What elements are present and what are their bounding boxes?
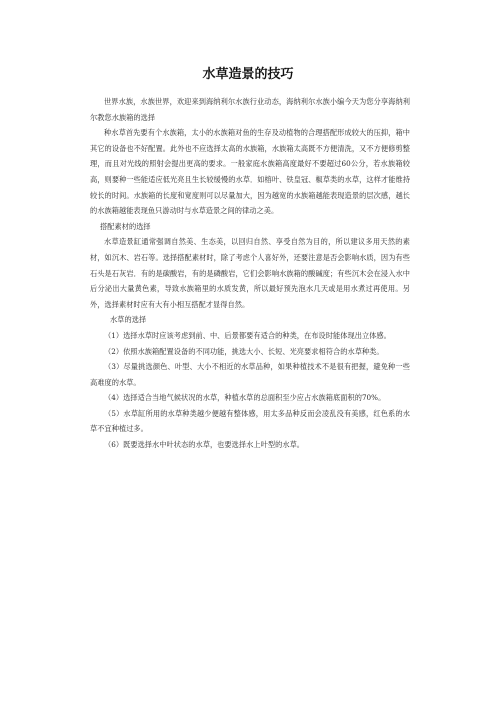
list-item: （2）依照水族箱配置设备的不同功能，挑选大小、长短、光亮要求相符合的水草种类。 [104,346,384,356]
list-item: （5）水草缸所用的水草种类越少便越有整体感，用太多品种反而会凌乱没有美感，红色系的水草不宜种植过多。 [90,408,410,434]
list-item: （4）选择适合当地气候状况的水草，种植水草的总面积至少应占水族箱底面积的70%。 [104,393,386,403]
document-body [90,94,410,453]
aquarium-paragraph: 种水草首先要有个水族箱，太小的水族箱对鱼的生存及动植物的合理搭配形成较大的压抑，箱中其它的设备也不好配置。此外也不应选择太高的水族箱，水族箱太高既不方便清洗，又不方便修剪整理，而且对光线的照射会提出更高的要求。一般家庭水族箱高度最好不要超过60公分，若水族箱较高，则要种一些能适应低光亮且生长较缓慢的水草．如榕叶、铁皇冠、椒草类的水草，这样才能维持较长的时间。水族箱的长度和宽度则可以尽量加大，因为越宽的水族箱越能表现造景的层次感，越长的水族箱越能表现鱼只游动时与水草造景之间的律动之美。 [90,128,410,216]
section-heading-plants: 水草的选择 [110,315,147,325]
list-item: （6）既要选择水中叶状态的水草，也要选择水上叶型的水草。 [104,440,305,450]
list-item: （1）选择水草时应该考虑到前、中、后景都要有适合的种类，在布设时能体现出立体感。 [104,330,391,340]
materials-paragraph: 水草造景缸通常强调自然美、生态美，以回归自然、享受自然为目的，所以建议多用天然的素材，如沉木、岩石等。选择搭配素材时，除了考虑个人喜好外，还要注意是否会影响水质，因为有些石头是石灰岩．有的是碳酸岩，有的是磷酸岩，它们会影响水族箱的酸碱度；有些沉木会在浸入水中后分泌出大量黄色素，导致水族箱里的水质发黄，所以最好预先泡水几天或是用水煮过再使用。另外，选择素材时应有大有小相互搭配才显得自然。 [90,237,410,309]
list-item: （3）尽量挑选颜色、叶型、大小不相近的水草品种，如果种植技术不是很有把握，避免种一些高难度的水草。 [90,362,410,387]
section-heading-materials: 搭配素材的选择 [100,221,151,231]
document-title: 水草造景的技巧 [202,67,294,82]
intro-paragraph: 世界水族，水族世界，欢迎来到海纳利尔水族行业动态，海纳利尔水族小编今天为您分享海纳利尔教您水族箱的选择 [90,97,410,122]
